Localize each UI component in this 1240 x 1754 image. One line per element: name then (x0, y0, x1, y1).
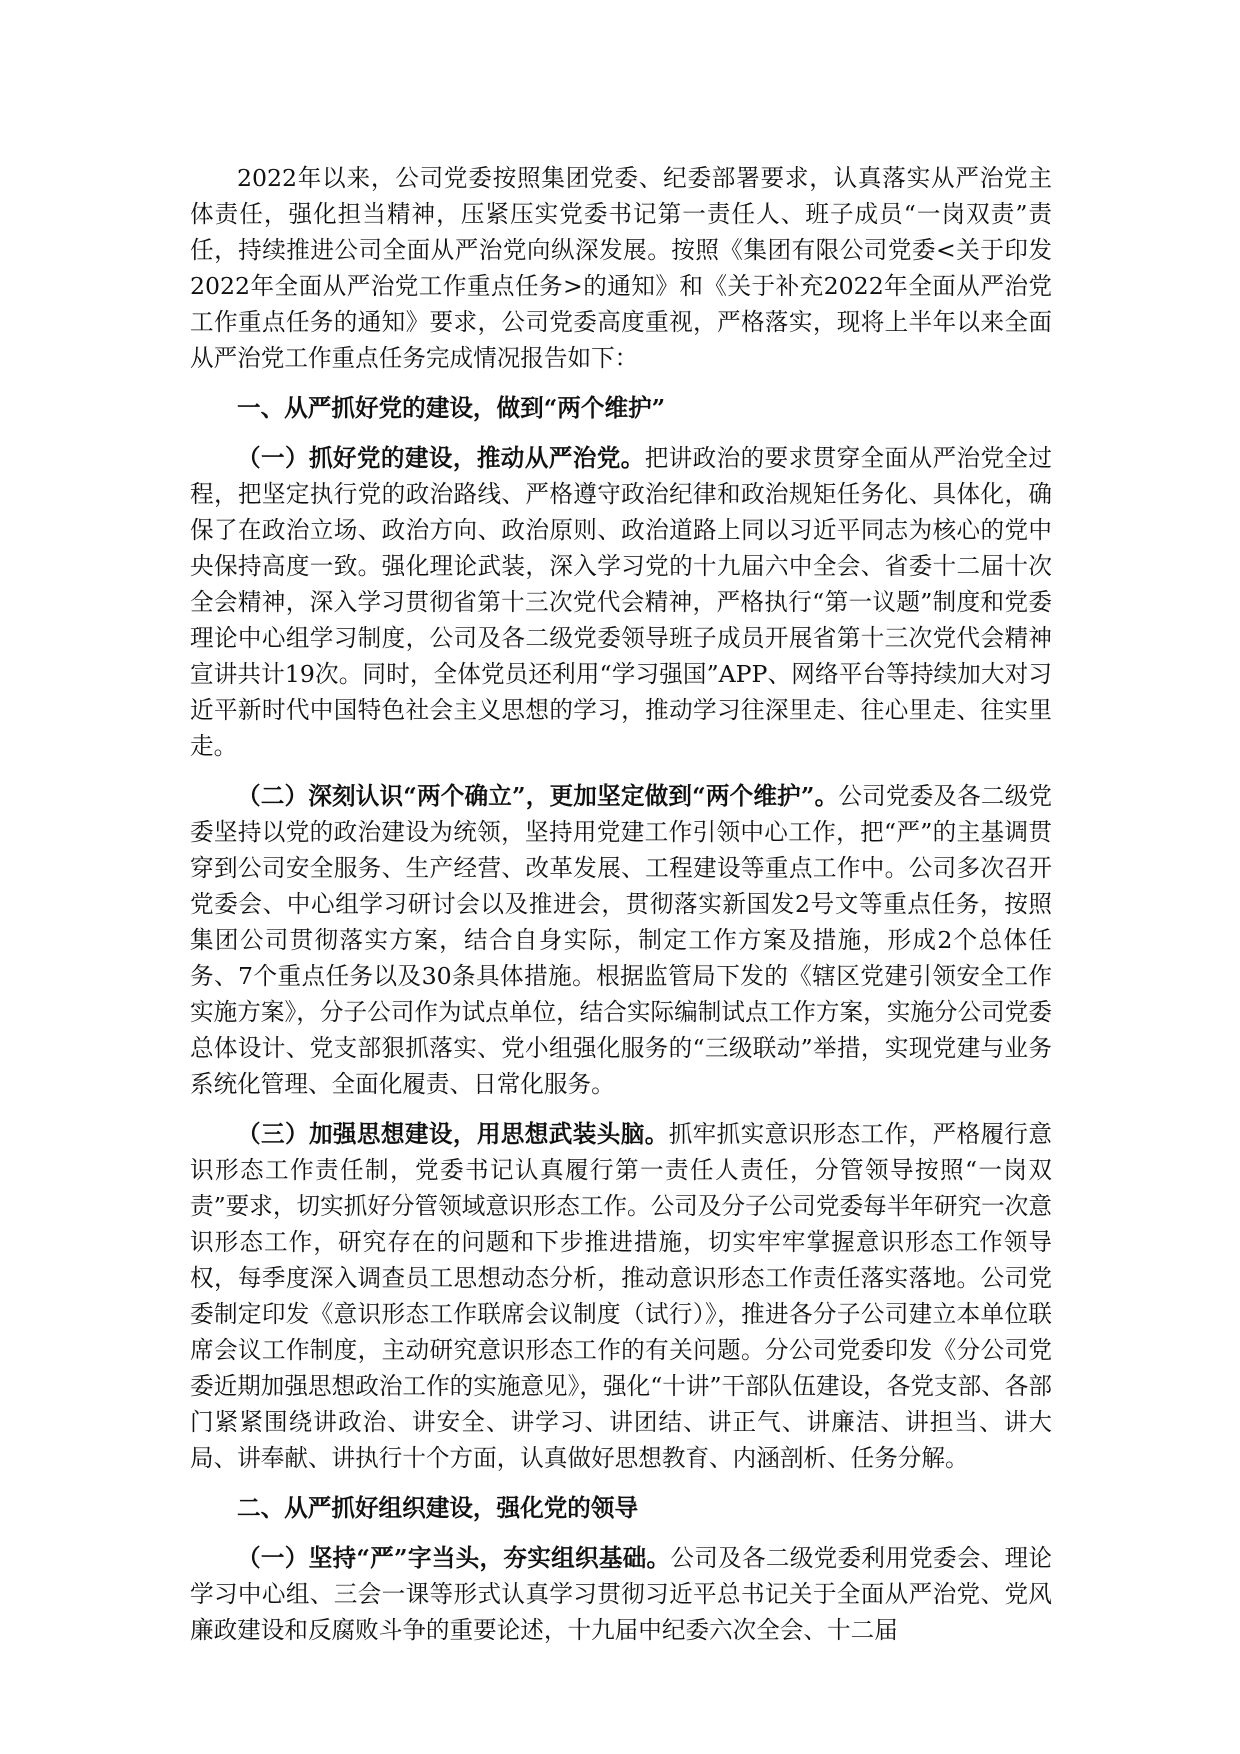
item-lead: （一）抓好党的建设，推动从严治党。 (237, 444, 645, 472)
item-body: 把讲政治的要求贯穿全面从严治党全过程，把坚定执行党的政治路线、严格遵守政治纪律和政治规矩任务化、具体化，确保了在政治立场、政治方向、政治原则、政治道路上同以习近平同志为核心的党中央保持高度一致。强化理论武装，深入学习党的十九届六中全会、省委十二届十次全会精神，深入学习贯彻省第十三次党代会精神，严格执行“第一议题”制度和党委理论中心组学习制度，公司及各二级党委领导班子成员开展省第十三次党代会精神宣讲共计19次。同时，全体党员还利用“学习强国”APP、网络平台等持续加大对习近平新时代中国特色社会主义思想的学习，推动学习往深里走、往心里走、往实里走。 (190, 444, 1053, 760)
section1-item-1 (190, 440, 1052, 764)
item-body: 公司党委及各二级党委坚持以党的政治建设为统领，坚持用党建工作引领中心工作，把“严”的主基调贯穿到公司安全服务、生产经营、改革发展、工程建设等重点工作中。公司多次召开党委会、中心组学习研讨会以及推进会，贯彻落实新国发2号文等重点任务，按照集团公司贯彻落实方案，结合自身实际，制定工作方案及措施，形成2个总体任务、7个重点任务以及30条具体措施。根据监管局下发的《辖区党建引领安全工作实施方案》，分子公司作为试点单位，结合实际编制试点工作方案，实施分公司党委总体设计、党支部狠抓落实、党小组强化服务的“三级联动”举措，实现党建与业务系统化管理、全面化履责、日常化服务。 (190, 782, 1052, 1098)
section1-item-2 (190, 778, 1052, 1102)
item-body: 公司及各二级党委利用党委会、理论学习中心组、三会一课等形式认真学习贯彻习近平总书记关于全面从严治党、党风廉政建设和反腐败斗争的重要论述，十九届中纪委六次全会、十二届 (190, 1544, 1053, 1644)
document-page (190, 160, 1052, 1648)
item-lead: （二）深刻认识“两个确立”，更加坚定做到“两个维护”。 (237, 782, 839, 810)
item-body: 抓牢抓实意识形态工作，严格履行意识形态工作责任制，党委书记认真履行第一责任人责任，分管领导按照“一岗双责”要求，切实抓好分管领域意识形态工作。公司及分子公司党委每半年研究一次意识形态工作，研究存在的问题和下步推进措施，切实牢牢掌握意识形态工作领导权，每季度深入调查员工思想动态分析，推动意识形态工作责任落实落地。公司党委制定印发《意识形态工作联席会议制度（试行）》，推进各分子公司建立本单位联席会议工作制度，主动研究意识形态工作的有关问题。分公司党委印发《分公司党委近期加强思想政治工作的实施意见》，强化“十讲”干部队伍建设，各党支部、各部门紧紧围绕讲政治、讲安全、讲学习、讲团结、讲正气、讲廉洁、讲担当、讲大局、讲奉献、讲执行十个方面，认真做好思想教育、内涵剖析、任务分解。 (190, 1120, 1053, 1472)
section-heading-2: 二、从严抓好组织建设，强化党的领导 (237, 1494, 639, 1522)
section1-item-3 (190, 1116, 1052, 1476)
intro-paragraph: 2022年以来，公司党委按照集团党委、纪委部署要求，认真落实从严治党主体责任，强化担当精神，压紧压实党委书记第一责任人、班子成员“一岗双责”责任，持续推进公司全面从严治党向纵深发展。按照《集团有限公司党委<关于印发2022年全面从严治党工作重点任务>的通知》和《关于补充2022年全面从严治党工作重点任务的通知》要求，公司党委高度重视，严格落实，现将上半年以来全面从严治党工作重点任务完成情况报告如下： (190, 164, 1052, 372)
item-lead: （三）加强思想建设，用思想武装头脑。 (237, 1120, 669, 1148)
item-lead: （一）坚持“严”字当头，夯实组织基础。 (237, 1544, 671, 1572)
section2-item-1 (190, 1540, 1052, 1648)
section-heading-1: 一、从严抓好党的建设，做到“两个维护” (237, 394, 666, 422)
